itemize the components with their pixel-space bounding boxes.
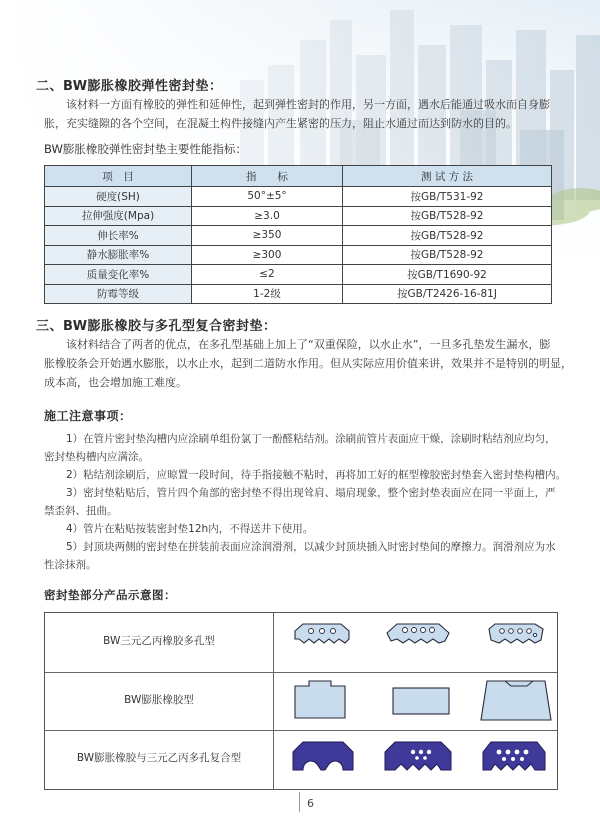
note-1b: 密封垫构槽内应满涂。 [44,451,149,463]
table-cell: 按GB/T528-92 [343,245,552,265]
section3-para-line3: 成本高，也会增加施工难度。 [44,376,187,389]
product-row [45,613,557,672]
product-row [45,730,557,789]
section3-para-line1: 该材料结合了两者的优点，在多孔型基础上加上了“双重保险，以水止水”，一旦多孔垫发生漏水，膨 [66,338,551,351]
table-cell: 伸长率% [45,226,192,246]
note-4: 4）管片在粘贴按装密封垫12h内，不得送井下使用。 [66,523,314,535]
table-header-cell: 指 标 [192,166,343,187]
table-cell: 防霉等级 [45,284,192,304]
section2-para-line1: 该材料一方面有橡胶的弹性和延伸性，起到弹性密封的作用，另一方面，遇水后能通过吸水而自身膨 [66,98,550,111]
table-cell: ≥3.0 [192,206,343,226]
note-3b: 禁歪斜、扭曲。 [44,505,118,517]
table-header-cell: 项 目 [45,166,192,187]
note-5b: 性涂抹剂。 [44,559,97,571]
table-row [45,187,552,207]
table-row [45,284,552,304]
table-cell: 硬度(SH) [45,187,192,207]
table-cell: ≥300 [192,245,343,265]
table-cell: 按GB/T2426-16-81J [343,284,552,304]
products-title: 密封垫部分产品示意图： [44,588,176,602]
page-number-divider [299,792,300,812]
section3-title: 三、BW膨胀橡胶与多孔型复合密封垫： [36,319,277,334]
section2-para-line2: 胀，充实缝隙的各个空间，在混凝土构件接缝内产生紧密的压力，阻止水通过而达到防水的目的。 [44,117,517,130]
product-label: BW膨胀橡胶型 [124,694,194,706]
table-cell: 50°±5° [192,187,343,207]
section3-para-line2: 胀橡胶条会开始遇水膨胀，以水止水，起到二道防水作用。但从实际应用价值来讲，效果并不是特别的明显， [44,357,572,370]
note-3a: 3）密封垫粘贴后，管片四个角部的密封垫不得出现耸肩、塌肩现象，整个密封垫表面应在同一平面上，严 [66,487,556,499]
table-row [45,245,552,265]
product-diagram-table [44,612,558,790]
table-cell: 静水膨胀率% [45,245,192,265]
table-cell: ≥350 [192,226,343,246]
product-label: BW三元乙丙橡胶多孔型 [103,635,215,647]
product-label: BW膨胀橡胶与三元乙丙多孔复合型 [76,752,242,764]
table-row [45,206,552,226]
swelling-gasket-icon [273,672,557,730]
performance-table [44,165,552,304]
note-5a: 5）封顶块两侧的密封垫在拼装前表面应涂润滑剂，以减少封顶块插入时密封垫间的摩擦力。润滑剂应为水 [66,541,556,553]
table-row [45,265,552,285]
table-cell: 按GB/T1690-92 [343,265,552,285]
section2-title: 二、BW膨胀橡胶弹性密封垫： [36,79,223,94]
multi-hole-gasket-icon [273,613,557,672]
table-header-cell: 测 试 方 法 [343,166,552,187]
table-title: BW膨胀橡胶弹性密封垫主要性能指标： [44,142,247,156]
notes-title: 施工注意事项： [44,409,132,423]
table-row [45,226,552,246]
composite-gasket-icon [273,730,557,789]
product-row [45,672,557,730]
note-1a: 1）在管片密封垫沟槽内应涂刷单组份氯丁一酚醛粘结剂。涂刷前管片表面应干燥，涂刷时粘结剂应均匀， [66,433,556,445]
table-cell: 按GB/T528-92 [343,206,552,226]
page-number: 6 [307,797,314,810]
table-header-row [45,166,552,187]
table-cell: ≤2 [192,265,343,285]
table-cell: 按GB/T531-92 [343,187,552,207]
table-cell: 1-2级 [192,284,343,304]
table-cell: 按GB/T528-92 [343,226,552,246]
table-cell: 质量变化率% [45,265,192,285]
table-cell: 拉伸强度(Mpa) [45,206,192,226]
note-2: 2）粘结剂涂刷后，应晾置一段时间，待手指接触不粘时，再将加工好的框型橡胶密封垫套入密封垫构槽内。 [66,469,567,481]
